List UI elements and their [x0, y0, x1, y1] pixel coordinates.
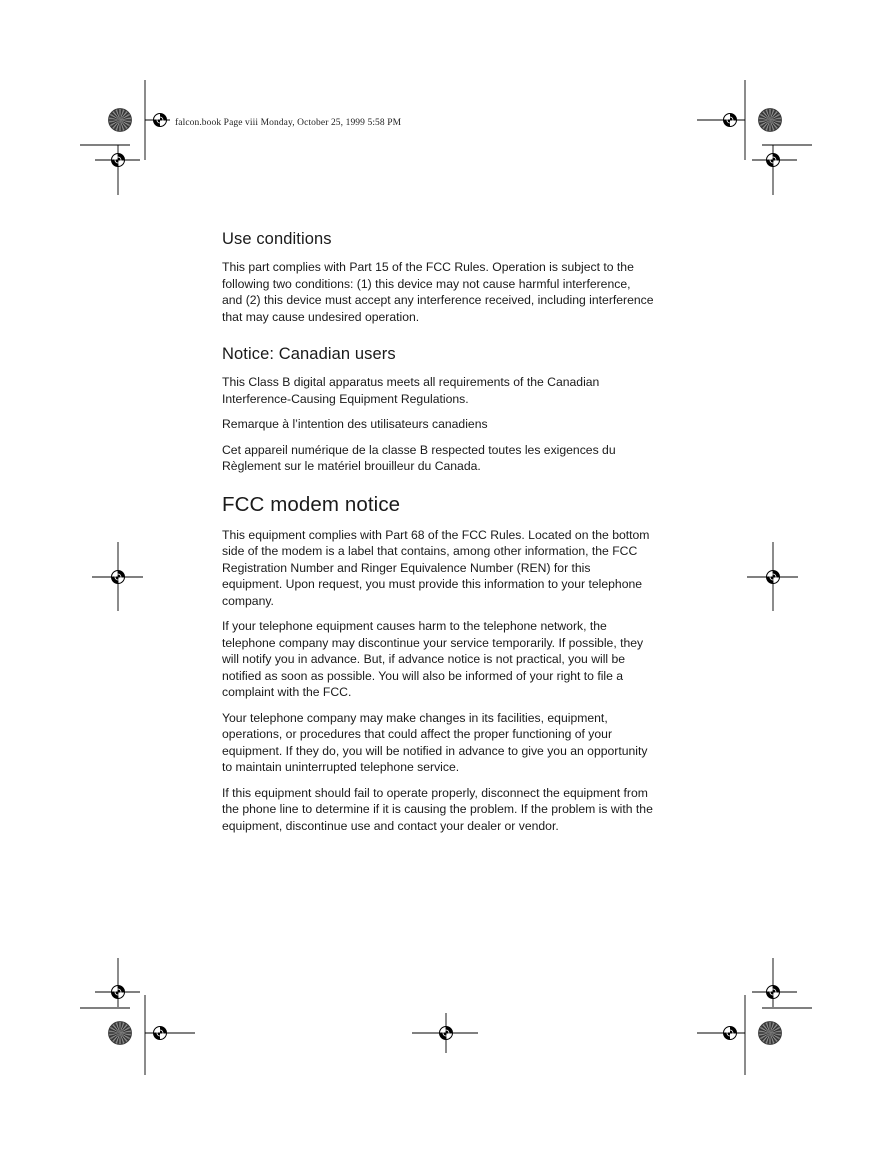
color-target-bottom-left — [109, 1022, 132, 1045]
registration-mark-mid-right — [767, 571, 780, 584]
section-use-conditions — [222, 230, 654, 325]
paragraph-fcc-part68: This equipment complies with Part 68 of the FCC Rules. Located on the bottom side of the modem is a label that contains, among other information, the FCC Registration Number and Ringer Equivalence Number (REN) for this equipment. Upon request, you must provide this information to your telephone company. — [222, 527, 650, 608]
registration-mark-top-left — [154, 114, 167, 127]
registration-mark-bottom-right — [724, 1027, 737, 1040]
registration-mark-top-right — [724, 114, 737, 127]
section-fcc-modem-notice — [222, 493, 654, 835]
registration-mark-top-left-side — [112, 154, 125, 167]
heading-fcc-modem-notice: FCC modem notice — [222, 492, 401, 516]
page-content — [222, 230, 654, 843]
registration-mark-bottom-left — [154, 1027, 167, 1040]
paragraph-fcc-changes: Your telephone company may make changes in its facilities, equipment, operations, or procedures that could affect the proper functioning of your equipment. If they do, you will be notified in advance to give you an opportunity to maintain uninterrupted telephone service. — [222, 710, 648, 774]
registration-mark-top-right-side — [767, 154, 780, 167]
heading-canadian-users: Notice: Canadian users — [222, 345, 396, 363]
registration-mark-mid-left — [112, 571, 125, 584]
paragraph-fcc-failure: If this equipment should fail to operate properly, disconnect the equipment from the phone line to determine if it is causing the problem. If the problem is with the equipment, discontinue use and contact your dealer or vendor. — [222, 785, 653, 833]
printer-slug: falcon.book Page viii Monday, October 25, 1999 5:58 PM — [175, 118, 402, 128]
color-target-top-left — [109, 109, 132, 132]
paragraph-canadian-french-title: Remarque à l’intention des utilisateurs canadiens — [222, 417, 488, 431]
paragraph-fcc-harm: If your telephone equipment causes harm to the telephone network, the telephone company may discontinue your service temporarily. If possible, they will notify you in advance. But, if advance notice is not practical, you will be notified as soon as possible. You will also be informed of your right to file a complaint with the FCC. — [222, 619, 644, 699]
paragraph-canadian-english: This Class B digital apparatus meets all requirements of the Canadian Interference-Causing Equipment Regulations. — [222, 375, 600, 406]
registration-mark-bottom-center — [440, 1027, 453, 1040]
registration-mark-bottom-left-side — [112, 986, 125, 999]
heading-use-conditions: Use conditions — [222, 230, 332, 248]
paragraph-canadian-french: Cet appareil numérique de la classe B respected toutes les exigences du Règlement sur le matériel brouilleur du Canada. — [222, 442, 616, 473]
paragraph-use-conditions: This part complies with Part 15 of the FCC Rules. Operation is subject to the following two conditions: (1) this device may not cause harmful interference, and (2) this device must accept any interference received, including interference that may cause undesired operation. — [222, 260, 654, 324]
section-canadian-users — [222, 345, 654, 475]
color-target-bottom-right — [759, 1022, 782, 1045]
registration-mark-bottom-right-side — [767, 986, 780, 999]
color-target-top-right — [759, 109, 782, 132]
